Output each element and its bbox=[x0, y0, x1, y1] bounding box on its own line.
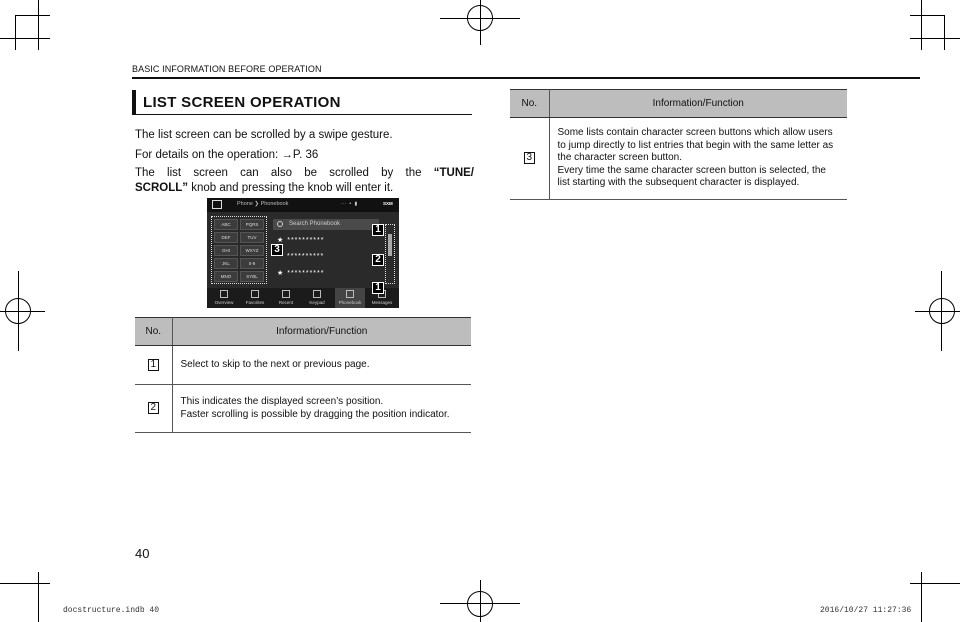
char-key: GHI bbox=[214, 245, 238, 256]
tab-keypad: Keypad bbox=[302, 290, 332, 305]
char-key: DEF bbox=[214, 232, 238, 243]
crop-mark bbox=[0, 311, 45, 312]
char-key: PQRS bbox=[240, 219, 264, 230]
callout-1-bottom: 1 bbox=[372, 282, 384, 294]
crop-mark bbox=[910, 583, 960, 584]
row-number-cell bbox=[135, 385, 172, 433]
info-table-left bbox=[135, 317, 471, 433]
callout-2: 2 bbox=[372, 254, 384, 266]
status-icons: ⋯ • ▮ bbox=[341, 201, 359, 207]
tab-messages: Messages bbox=[367, 290, 397, 305]
table-row bbox=[510, 118, 847, 200]
footer-file-info: docstructure.indb 40 bbox=[63, 606, 160, 615]
tab-favorites: Favorites bbox=[240, 290, 270, 305]
row-number-cell bbox=[510, 118, 549, 200]
footer-timestamp: 2016/10/27 11:27:36 bbox=[820, 606, 912, 615]
callout-1-top: 1 bbox=[372, 224, 384, 236]
paragraph-knob-line1 bbox=[135, 166, 474, 181]
phonebook-screenshot bbox=[207, 198, 399, 308]
row-info: Some lists contain character screen buttons which allow users to jump directly to list entries that begin with the same letter as the character screen button. Every time the same character screen button is selected, the list starting with the subsequent character is displayed. bbox=[549, 118, 847, 200]
screen-search-field: Search Phonebook bbox=[273, 219, 379, 230]
char-key: 0-9 bbox=[240, 258, 264, 269]
section-header: BASIC INFORMATION BEFORE OPERATION bbox=[132, 64, 322, 74]
tab-phonebook: Phonebook bbox=[335, 288, 365, 308]
crop-mark bbox=[915, 311, 960, 312]
char-key: TUV bbox=[240, 232, 264, 243]
char-key: ABC bbox=[214, 219, 238, 230]
table-header-info: Information/Function bbox=[172, 318, 471, 346]
contact-row: ★ ********** bbox=[277, 237, 325, 244]
table-row bbox=[135, 346, 471, 385]
crop-mark bbox=[38, 0, 39, 50]
table-header-info: Information/Function bbox=[549, 90, 847, 118]
paragraph-reference: For details on the operation: →P. 36 bbox=[135, 149, 319, 161]
contact-row: ********** bbox=[287, 253, 325, 260]
header-rule bbox=[132, 77, 920, 79]
char-key: SYBL bbox=[240, 271, 264, 282]
row-info: This indicates the displayed screen’s position. Faster scrolling is possible by dragging the position indicator. bbox=[172, 385, 471, 433]
paragraph-knob-line2 bbox=[135, 181, 474, 196]
table-header-no: No. bbox=[135, 318, 172, 346]
number-box-icon: 1 bbox=[148, 359, 159, 371]
table-header-no: No. bbox=[510, 90, 549, 118]
crop-mark bbox=[0, 583, 50, 584]
char-key: MNO bbox=[214, 271, 238, 282]
brand-logo: SXM bbox=[383, 201, 393, 206]
screen-breadcrumb: Phone ❯ Phonebook bbox=[237, 201, 289, 207]
paragraph-knob-text-cont: knob and pressing the knob will enter it. bbox=[188, 182, 394, 194]
row-number-cell bbox=[135, 346, 172, 385]
knob-name-cont: SCROLL” bbox=[135, 182, 189, 194]
crop-mark bbox=[38, 572, 39, 622]
crop-mark bbox=[18, 271, 19, 351]
paragraph-swipe: The list screen can be scrolled by a swipe gesture. bbox=[135, 129, 393, 141]
number-box-icon: 2 bbox=[148, 402, 159, 414]
crop-mark bbox=[921, 0, 922, 50]
crop-mark bbox=[480, 0, 481, 45]
info-table-right bbox=[510, 89, 847, 200]
tab-recent: Recent bbox=[271, 290, 301, 305]
knob-name: “TUNE/ bbox=[433, 167, 474, 179]
char-key: JKL bbox=[214, 258, 238, 269]
crop-mark bbox=[910, 38, 960, 39]
crop-mark bbox=[0, 38, 50, 39]
tab-overview: Overview bbox=[209, 290, 239, 305]
home-icon bbox=[212, 200, 222, 209]
contact-row: ★ ********** bbox=[277, 270, 325, 277]
table-row bbox=[135, 385, 471, 433]
number-box-icon: 3 bbox=[524, 152, 535, 164]
crop-mark bbox=[910, 15, 945, 16]
crop-mark bbox=[480, 580, 481, 622]
crop-mark bbox=[944, 15, 945, 50]
page-number: 40 bbox=[135, 546, 150, 561]
screen-top-bar bbox=[207, 198, 399, 212]
page-title: LIST SCREEN OPERATION bbox=[143, 94, 341, 111]
search-icon bbox=[277, 221, 283, 227]
row-info: Select to skip to the next or previous page. bbox=[172, 346, 471, 385]
crop-mark bbox=[15, 15, 16, 50]
position-indicator bbox=[388, 234, 392, 256]
char-key: WXYZ bbox=[240, 245, 264, 256]
crop-mark bbox=[941, 271, 942, 351]
title-accent bbox=[132, 90, 136, 114]
title-bar bbox=[132, 90, 472, 115]
callout-3: 3 bbox=[271, 244, 283, 256]
paragraph-knob-text: The list screen can also be scrolled by the bbox=[135, 167, 422, 179]
crop-mark bbox=[921, 572, 922, 622]
crop-mark bbox=[15, 15, 50, 16]
